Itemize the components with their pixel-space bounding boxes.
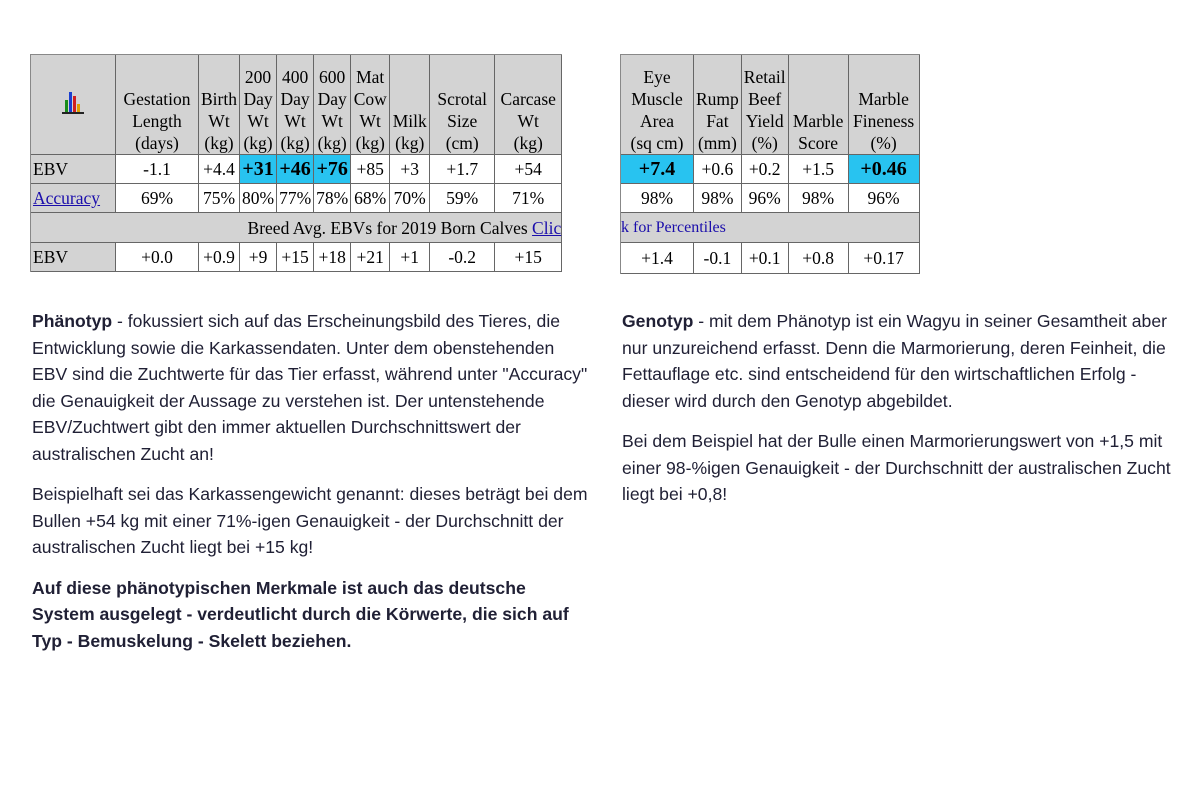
avg-cell: -0.2 <box>430 243 495 272</box>
ebv-cell-highlight: +76 <box>314 155 351 184</box>
avg-ebv-label: EBV <box>31 243 116 272</box>
ebv-cell: +3 <box>390 155 430 184</box>
avg-cell: +18 <box>314 243 351 272</box>
breed-avg-ebv-row <box>621 243 920 274</box>
accuracy-cell: 98% <box>694 184 742 213</box>
header-marble-score: Marble Score <box>789 55 849 155</box>
accuracy-cell: 98% <box>621 184 694 213</box>
header-carcase-wt: Carcase Wt (kg) <box>495 55 562 155</box>
accuracy-cell: 59% <box>430 184 495 213</box>
breed-average-row <box>621 213 920 243</box>
ebv-table-right <box>620 54 920 274</box>
german-system-paragraph <box>32 575 592 655</box>
breed-average-row <box>31 213 562 243</box>
header-retail-beef-yield: Retail Beef Yield (%) <box>742 55 789 155</box>
accuracy-row <box>621 184 920 213</box>
percentiles-link-start[interactable]: Clic <box>532 217 562 238</box>
header-eye-muscle-area: Eye Muscle Area (sq cm) <box>621 55 694 155</box>
header-milk: Milk (kg) <box>390 55 430 155</box>
header-marble-fineness: Marble Fineness (%) <box>849 55 920 155</box>
avg-cell: +0.9 <box>199 243 240 272</box>
accuracy-cell: 71% <box>495 184 562 213</box>
avg-cell: +1.4 <box>621 243 694 274</box>
carcase-example-paragraph: Beispielhaft sei das Karkassengewicht genannt: dieses beträgt bei dem Bullen +54 kg mit einer 71%-igen Genauigkeit - der Durchschnitt der australischen Zucht liegt bei +15 kg! <box>32 484 588 557</box>
header-row <box>621 55 920 155</box>
left-ebv-table-container <box>30 54 597 274</box>
accuracy-cell: 68% <box>351 184 390 213</box>
ebv-label: EBV <box>31 155 116 184</box>
ebv-cell: +85 <box>351 155 390 184</box>
avg-cell: -0.1 <box>694 243 742 274</box>
ebv-cell-highlight: +46 <box>277 155 314 184</box>
chart-icon-cell[interactable] <box>31 55 116 155</box>
accuracy-row <box>31 184 562 213</box>
right-ebv-table-container <box>620 54 947 279</box>
german-system-text: Auf diese phänotypischen Merkmale ist auch das deutsche System ausgelegt - verdeutlicht durch die Körwerte, die sich auf Typ - Bemuskelung - Skelett beziehen. <box>32 577 569 651</box>
header-200-day-wt: 200 Day Wt (kg) <box>240 55 277 155</box>
ebv-cell: +4.4 <box>199 155 240 184</box>
phenotype-heading: Phänotyp <box>32 311 113 331</box>
ebv-cell: -1.1 <box>116 155 199 184</box>
header-row <box>31 55 562 155</box>
ebv-row <box>621 155 920 184</box>
accuracy-cell: 80% <box>240 184 277 213</box>
avg-cell: +15 <box>495 243 562 272</box>
header-rump-fat: Rump Fat (mm) <box>694 55 742 155</box>
accuracy-cell: 69% <box>116 184 199 213</box>
breed-average-caption <box>621 213 920 243</box>
breed-avg-ebv-row <box>31 243 562 272</box>
avg-cell: +0.0 <box>116 243 199 272</box>
ebv-table-left <box>30 54 562 272</box>
avg-cell: +9 <box>240 243 277 272</box>
avg-cell: +0.1 <box>742 243 789 274</box>
genotype-description: - mit dem Phänotyp ist ein Wagyu in seiner Gesamtheit aber nur unzureichend erfasst. Denn die Marmorierung, deren Feinheit, die Fettauflage etc. sind entscheidend für den wirtschaftlichen Erfolg - dieser wird durch den Genotyp abgebildet. <box>622 311 1167 411</box>
avg-cell: +15 <box>277 243 314 272</box>
ebv-cell-highlight: +31 <box>240 155 277 184</box>
avg-cell: +1 <box>390 243 430 272</box>
header-600-day-wt: 600 Day Wt (kg) <box>314 55 351 155</box>
header-gestation-length: Gestation Length (days) <box>116 55 199 155</box>
ebv-cell: +0.6 <box>694 155 742 184</box>
accuracy-cell: 78% <box>314 184 351 213</box>
ebv-cell: +54 <box>495 155 562 184</box>
avg-cell: +0.8 <box>789 243 849 274</box>
header-scrotal-size: Scrotal Size (cm) <box>430 55 495 155</box>
accuracy-cell: 98% <box>789 184 849 213</box>
genotype-text-block <box>622 308 1182 522</box>
header-mat-cow-wt: Mat Cow Wt (kg) <box>351 55 390 155</box>
genotype-paragraph <box>622 308 1182 414</box>
accuracy-cell: 70% <box>390 184 430 213</box>
breed-average-caption <box>31 213 562 243</box>
accuracy-cell: 96% <box>742 184 789 213</box>
ebv-cell-highlight: +7.4 <box>621 155 694 184</box>
ebv-cell: +1.5 <box>789 155 849 184</box>
accuracy-cell: 77% <box>277 184 314 213</box>
ebv-cell-highlight: +0.46 <box>849 155 920 184</box>
phenotype-description: - fokussiert sich auf das Erscheinungsbild des Tieres, die Entwicklung sowie die Karkassendaten. Unter dem obenstehenden EBV sind die Zuchtwerte für das Tier erfasst, während unter "Accuracy" die Genauigkeit der Aussage zu verstehen ist. Der untenstehende EBV/Zuchtwert gibt den immer aktuellen Durchschnittswert der australischen Zucht an! <box>32 311 588 464</box>
ebv-cell: +0.2 <box>742 155 789 184</box>
breed-average-text: Breed Avg. EBVs for 2019 Born Calves <box>247 217 528 238</box>
ebv-row <box>31 155 562 184</box>
percentiles-link-end[interactable]: k for Percentiles <box>621 218 726 236</box>
accuracy-cell: 96% <box>849 184 920 213</box>
avg-cell: +21 <box>351 243 390 272</box>
phenotype-paragraph <box>32 308 592 467</box>
ebv-cell: +1.7 <box>430 155 495 184</box>
header-birth-wt: Birth Wt (kg) <box>199 55 240 155</box>
accuracy-label-cell <box>31 184 116 213</box>
marbling-example-paragraph: Bei dem Beispiel hat der Bulle einen Marmorierungswert von +1,5 mit einer 98-%igen Genauigkeit - der Durchschnitt der australischen Zucht liegt bei +0,8! <box>622 431 1171 504</box>
phenotype-text-block <box>32 308 592 668</box>
avg-cell: +0.17 <box>849 243 920 274</box>
accuracy-link[interactable]: Accuracy <box>33 188 101 208</box>
accuracy-cell: 75% <box>199 184 240 213</box>
bar-chart-icon[interactable] <box>62 90 84 114</box>
genotype-heading: Genotyp <box>622 311 694 331</box>
header-400-day-wt: 400 Day Wt (kg) <box>277 55 314 155</box>
